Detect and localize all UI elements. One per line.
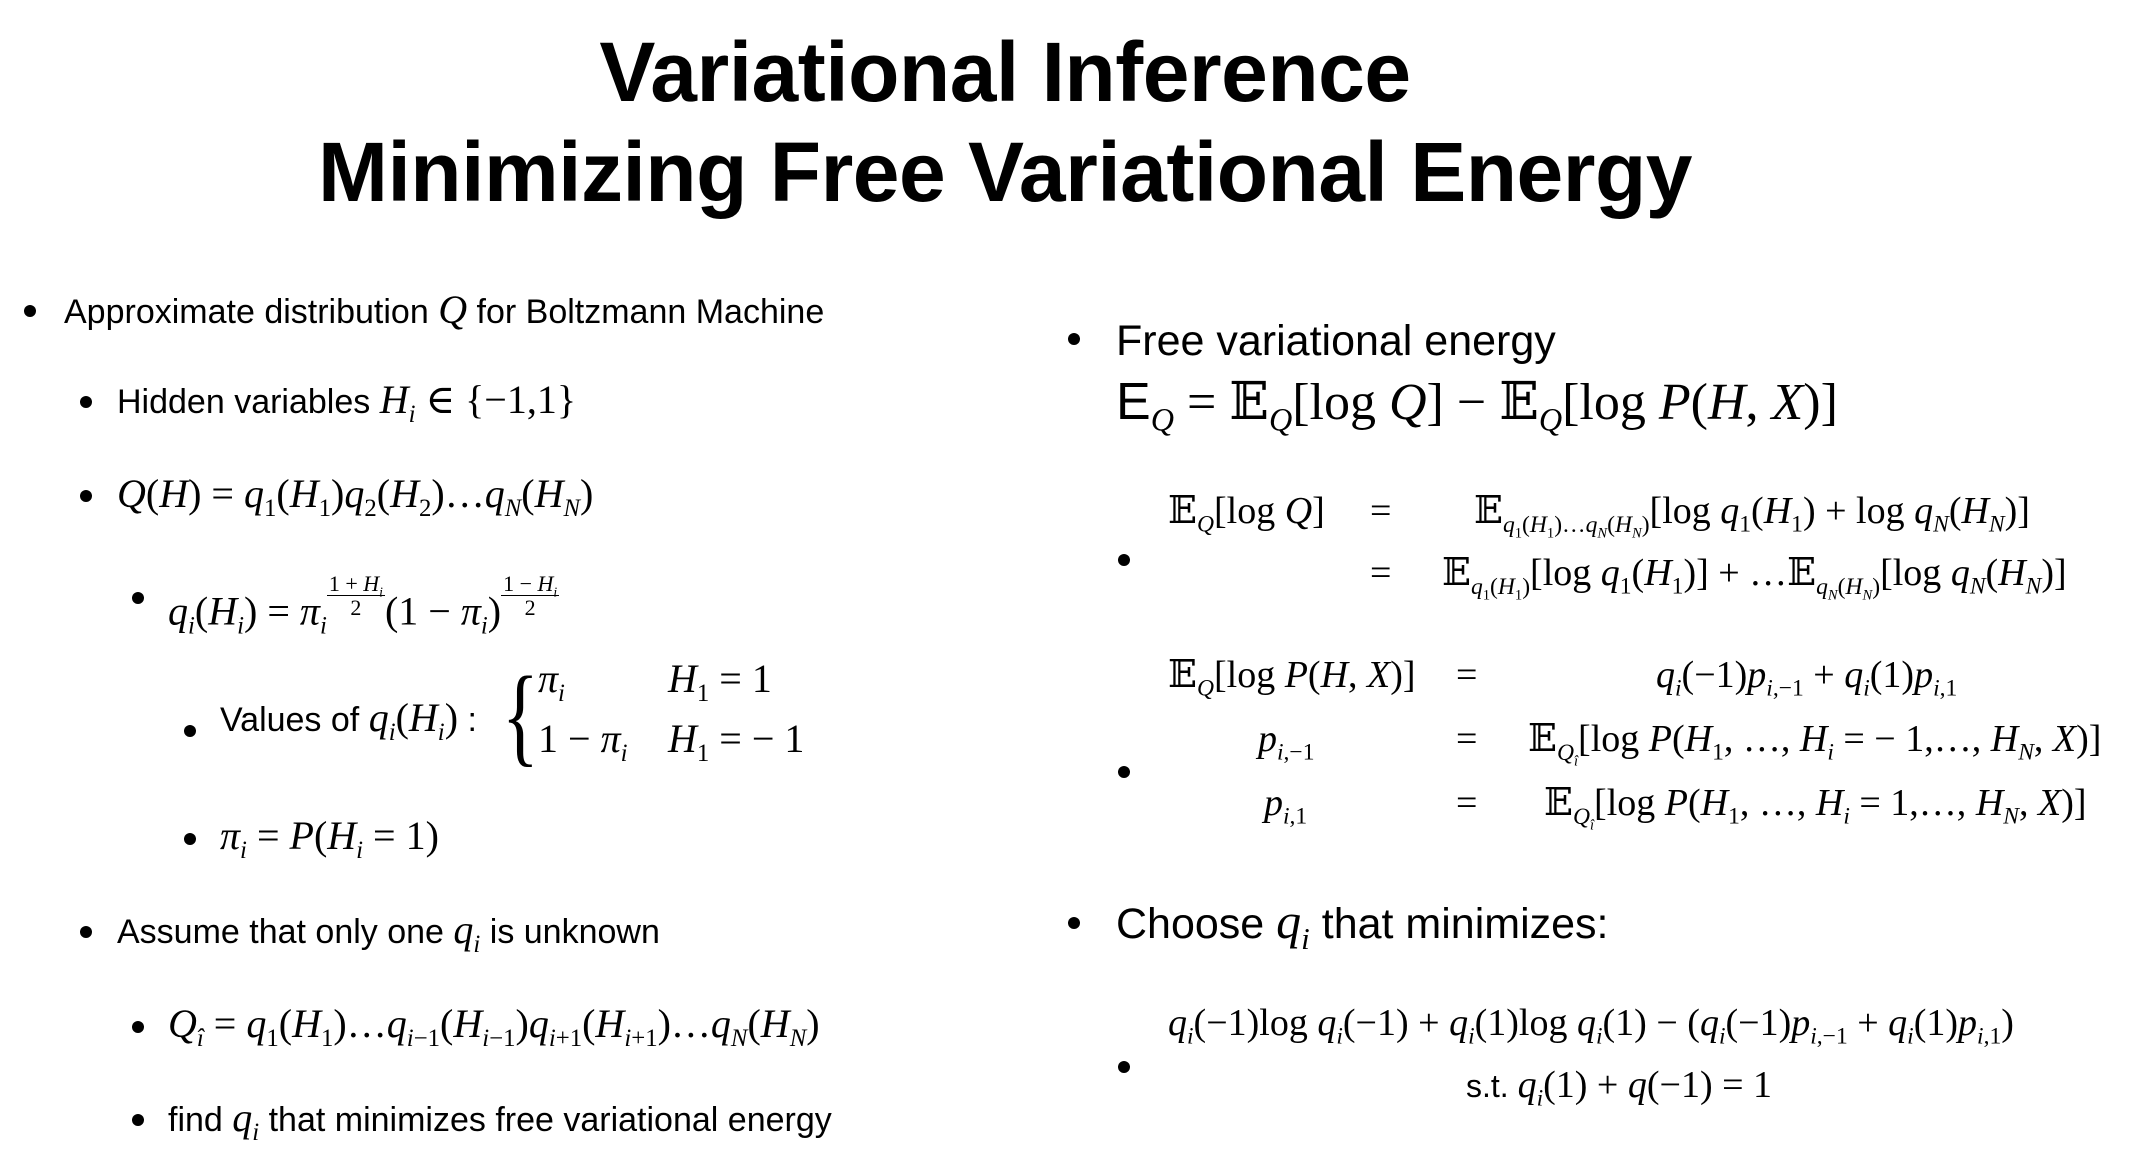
values-of-qi-label: Values of $q_i(H_i)$ : xyxy=(220,695,477,746)
p-i-1-rhs: 𝔼$_{Q_î}$[log $P(H_1$, …, $H_i$ = 1,…, $H_N$, X)] xyxy=(1544,782,2087,834)
slide-title-line-1: Variational Inference xyxy=(599,25,1411,119)
bullet-dot xyxy=(1118,1061,1130,1073)
case-2-value: $1 - \pi_i$ xyxy=(538,716,628,767)
q-hat-i-equation: $Q_î$ = $q_1(H_1)\dots q_{i-1}(H_{i-1})q_{i+1}(H_{i+1})\dots q_N(H_N)$ xyxy=(168,1001,820,1052)
free-variational-energy-equation: $E_Q$ = 𝔼$_Q$[log Q] − 𝔼$_Q$[log P(H, X)] xyxy=(1116,373,1838,438)
case-1-condition: $H_1 = 1$ xyxy=(668,656,772,707)
p-i-minus-1-rhs: 𝔼$_{Q_î}$[log $P(H_1$, …, $H_i$ = − 1,…, $H_N$, X)] xyxy=(1528,718,2102,770)
choose-qi-heading: Choose $q_i$ that minimizes: xyxy=(1116,893,1609,956)
bullet-dot xyxy=(80,926,92,938)
cases-brace: { xyxy=(501,654,539,776)
bullet-find-qi: find $q_i$ that minimizes free variational energy xyxy=(168,1095,832,1146)
q-factorization-equation: $Q(H) = q_1(H_1)q_2(H_2)\dots q_N(H_N)$ xyxy=(117,471,594,522)
bullet-dot xyxy=(80,396,92,408)
qi-definition-equation: $q_i(H_i) = \pi_i$ $\frac{1 + H_i}{2}$ $(1 - \pi_i)$ $\frac{1 - H_i}{2}$ xyxy=(168,571,558,640)
expectation-log-q-rhs-1: 𝔼$_{q_1(H_1)\dots q_N(H_N)}$[log $q_1(H_1) + \log q_N(H_N)$] xyxy=(1474,490,2030,542)
bullet-hidden-variables: Hidden variables $H_i$ ∈ {−1,1} xyxy=(117,377,577,428)
expectation-log-p-rhs: $q_i(-1)p_{i,-1} + q_i(1)p_{i,1}$ xyxy=(1656,654,1958,702)
objective-equation: $q_i(-1)\log$ $q_i(-1) + q_i(1)\log$ $q_i(1) - (q_i(-1)p_{i,-1} + q_i(1)p_{i,1})$ xyxy=(1168,1002,2014,1050)
case-1-value: $\pi_i$ xyxy=(538,656,565,707)
bullet-dot xyxy=(1068,333,1080,345)
expectation-log-p-lhs: 𝔼$_Q$[log P(H, X)] xyxy=(1168,654,1416,702)
bullet-assume-one-unknown: Assume that only one $q_i$ is unknown xyxy=(117,907,660,958)
equals-sign: = xyxy=(1456,782,1478,824)
equals-sign: = xyxy=(1370,490,1392,532)
bullet-dot xyxy=(1068,917,1080,929)
bullet-dot xyxy=(132,592,144,604)
bullet-dot xyxy=(1118,554,1130,566)
hidden-variable-domain: $H_i$ ∈ {−1,1} xyxy=(379,377,577,428)
bullet-dot xyxy=(24,305,36,317)
bullet-dot xyxy=(80,490,92,502)
bullet-dot xyxy=(1118,766,1130,778)
bullet-approximate-distribution: Approximate distribution Q for Boltzmann Machine xyxy=(64,287,825,332)
free-variational-energy-heading: Free variational energy xyxy=(1116,317,1556,365)
slide-title-line-2: Minimizing Free Variational Energy xyxy=(317,125,1692,219)
p-i-minus-1-lhs: $p_{i,-1}$ xyxy=(1258,718,1315,766)
constraint-equation: s.t. $q_i(1) + q(-1) = 1$ xyxy=(1466,1064,1773,1112)
expectation-log-q-lhs: 𝔼$_Q$[log Q] xyxy=(1168,490,1325,538)
expectation-log-q-rhs-2: 𝔼$_{q_1(H_1)}$[log $q_1(H_1)$] + …𝔼$_{q_N(H_N)}$[log $q_N(H_N)$] xyxy=(1442,552,2067,604)
equals-sign: = xyxy=(1456,654,1478,696)
bullet-dot xyxy=(184,725,196,737)
bullet-dot xyxy=(132,1021,144,1033)
case-2-condition: $H_1$ = − 1 xyxy=(668,716,805,767)
equals-sign: = xyxy=(1370,552,1392,594)
p-i-1-lhs: $p_{i,1}$ xyxy=(1264,782,1308,830)
pi-definition-equation: $\pi_i = P(H_i = 1)$ xyxy=(220,813,439,864)
bullet-dot xyxy=(132,1114,144,1126)
bullet-dot xyxy=(184,833,196,845)
equals-sign: = xyxy=(1456,718,1478,760)
